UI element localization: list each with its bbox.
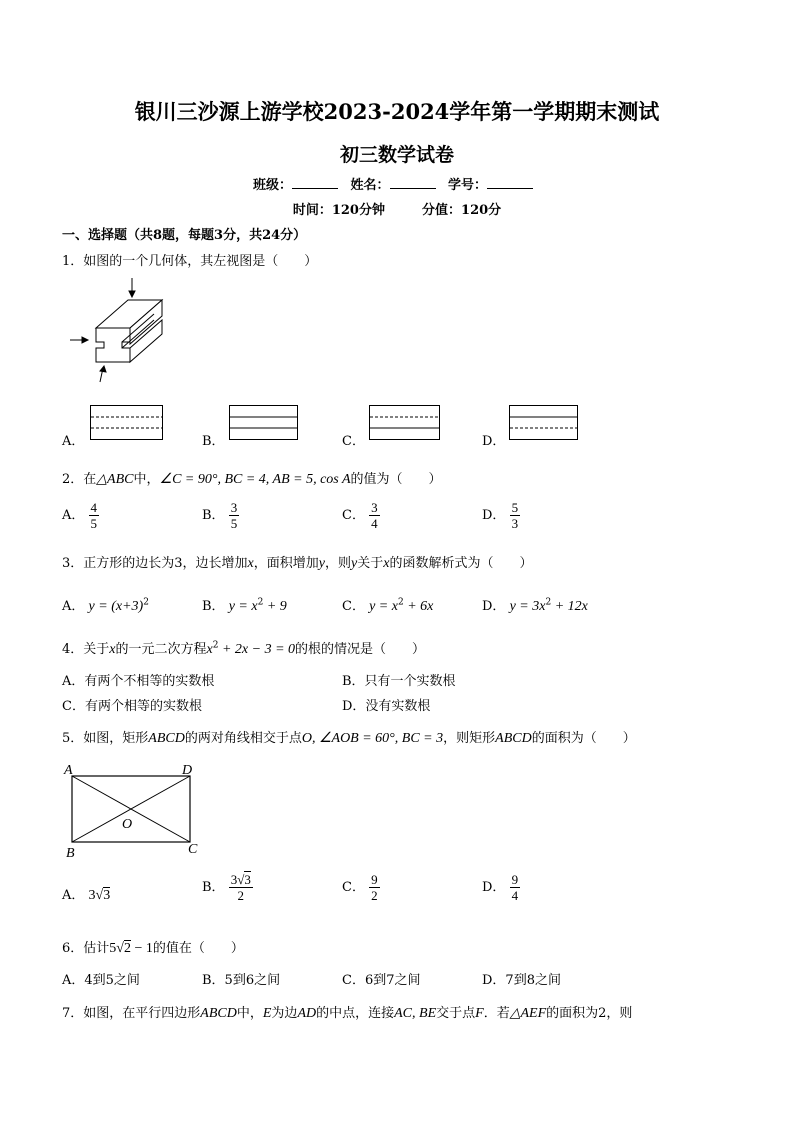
q2-option-b-label: B．: [202, 508, 225, 523]
question-3-stem: 3．正方形的边长为3，边长增加x，面积增加y，则y关于x的函数解析式为（ ）: [62, 556, 533, 571]
q2-mid: 中，: [133, 472, 160, 487]
q1-option-a-figure[interactable]: [90, 405, 164, 441]
time-label: 时间：120分钟: [292, 203, 385, 218]
q5-label-o: O: [122, 817, 133, 832]
q2-post: 的值为（ ）: [350, 472, 442, 487]
q2-pre: 2．在: [62, 472, 97, 487]
q4-option-d[interactable]: D．没有实数根: [342, 699, 431, 714]
q3-option-a[interactable]: A． $y = (x+3)^2$: [62, 597, 149, 614]
q2-option-d-fraction: $\frac{5}{3}$: [511, 500, 519, 531]
q6-option-b[interactable]: B．5到6之间: [202, 973, 281, 988]
q6-option-a[interactable]: A．4到5之间: [62, 973, 140, 988]
q4-option-c[interactable]: C．有两个相等的实数根: [62, 699, 202, 714]
q2-triangle: △ABC: [96, 472, 134, 487]
q2-option-d[interactable]: [482, 500, 520, 531]
q5-option-a[interactable]: A． 3√3: [62, 888, 111, 903]
q1-option-d-label[interactable]: D．: [482, 434, 506, 449]
class-blank[interactable]: [292, 176, 338, 189]
q3-option-b[interactable]: B． $y = x^2 + 9$: [202, 597, 287, 614]
q2-option-a[interactable]: [62, 500, 99, 531]
q4-option-a[interactable]: A．有两个不相等的实数根: [62, 674, 215, 689]
exam-title: 银川三沙源上游学校2023-2024学年第一学期期末测试: [134, 99, 660, 124]
id-label: 学号：: [448, 178, 488, 193]
q5-option-b[interactable]: B． $\frac{3√3}{2}$: [202, 872, 251, 903]
q3-option-d[interactable]: D． $y = 3x^2 + 12x$: [482, 597, 588, 614]
q5-label-b: B: [66, 846, 75, 861]
q2-option-d-label: D．: [482, 508, 506, 523]
q2-option-c[interactable]: [342, 500, 380, 531]
question-6-stem: 6．估计5√2 − 1的值在（ ）: [62, 941, 244, 956]
id-blank[interactable]: [487, 176, 533, 189]
q1-option-b-figure[interactable]: [229, 405, 299, 441]
student-info-line: [0, 174, 794, 193]
q5-option-c[interactable]: C． $\frac{9}{2}$: [342, 872, 378, 903]
q2-option-c-fraction: $\frac{3}{4}$: [371, 500, 378, 531]
section-heading: 一、选择题（共8题，每题3分，共24分）: [62, 228, 307, 243]
q5-rectangle-figure: [60, 760, 210, 860]
q5-label-a: A: [64, 763, 73, 778]
exam-subtitle: 初三数学试卷: [339, 144, 454, 166]
q5-label-d: D: [182, 763, 193, 778]
q2-condition: ∠C = 90°, BC = 4, AB = 5, cos A: [159, 472, 351, 487]
q5-option-d[interactable]: D． $\frac{9}{4}$: [482, 872, 519, 903]
question-2-stem: [62, 468, 442, 488]
q1-solid-figure: [66, 276, 176, 386]
q2-option-b-fraction: $\frac{3}{5}$: [230, 500, 238, 531]
question-5-stem: 5．如图，矩形ABCD的两对角线相交于点O, ∠AOB = 60°, BC = 3，则矩形ABCD的面积为（ ）: [62, 731, 636, 746]
name-blank[interactable]: [390, 176, 436, 189]
q2-option-a-label: A．: [62, 508, 85, 523]
q6-option-c[interactable]: C．6到7之间: [342, 973, 421, 988]
q1-option-a-label[interactable]: A．: [62, 434, 85, 449]
q2-option-a-fraction: $\frac{4}{5}$: [90, 500, 98, 531]
question-7-stem: 7．如图，在平行四边形ABCD中，E为边AD的中点，连接AC, BE交于点F．若△AEF的面积为2，则: [62, 1006, 633, 1021]
q2-option-b[interactable]: [202, 500, 239, 531]
q5-label-c: C: [188, 842, 198, 857]
q1-option-b-label[interactable]: B．: [202, 434, 225, 449]
q1-option-c-figure[interactable]: [369, 405, 441, 441]
question-1-stem: 1．如图的一个几何体，其左视图是（ ）: [62, 254, 318, 269]
name-label: 姓名：: [350, 178, 390, 193]
score-label: 分值：120分: [422, 203, 502, 218]
q4-option-b[interactable]: B．只有一个实数根: [342, 674, 456, 689]
q2-option-c-label: C．: [342, 508, 365, 523]
question-4-stem: 4．关于x的一元二次方程$x^2 + 2x - 3 = 0$的根的情况是（ ）: [62, 640, 426, 657]
q3-option-c[interactable]: C． $y = x^2 + 6x$: [342, 597, 434, 614]
q1-option-d-figure[interactable]: [509, 405, 579, 441]
exam-time-score: [0, 199, 794, 218]
q6-option-d[interactable]: D．7到8之间: [482, 973, 561, 988]
q1-option-c-label[interactable]: C．: [342, 434, 365, 449]
class-label: 班级：: [252, 178, 292, 193]
